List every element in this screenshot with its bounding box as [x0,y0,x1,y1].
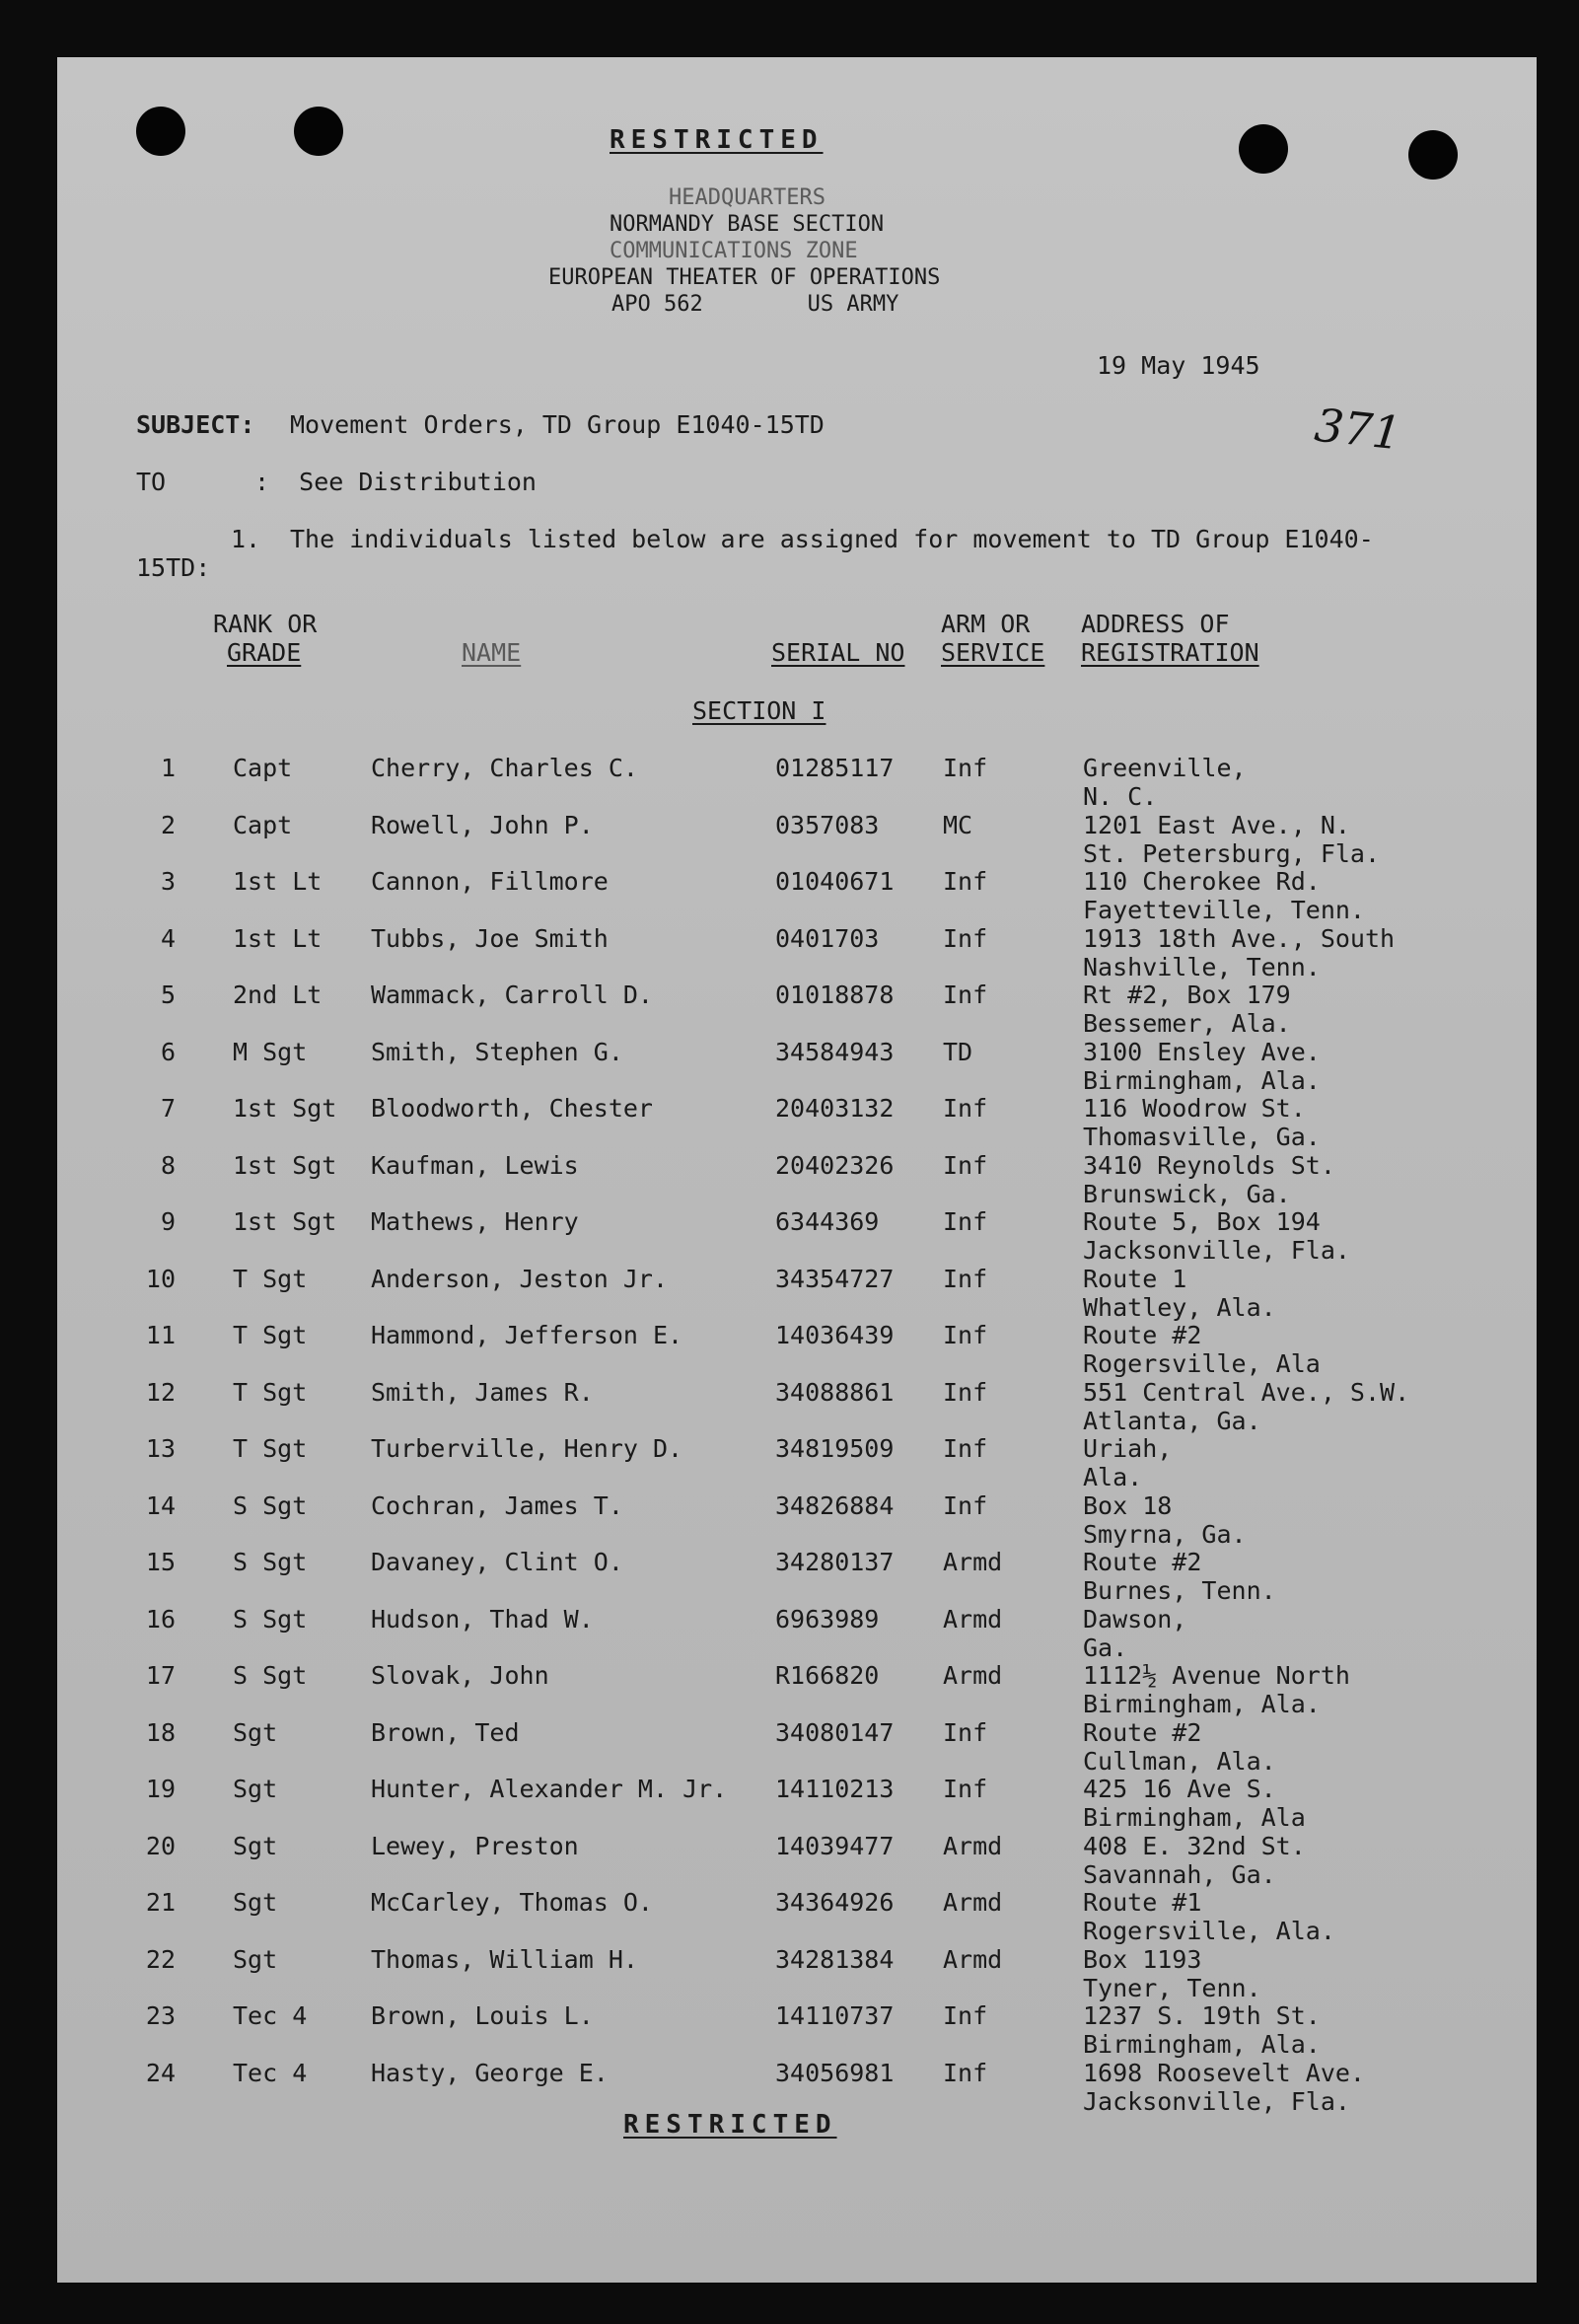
table-row [57,1094,1537,1151]
address-line-1: 1237 S. 19th St. [1083,2001,1321,2030]
arm-cell: Inf [943,2058,988,2087]
address-line-2: Jacksonville, Fla. [1083,2086,1350,2116]
serial-cell: 01285117 [775,754,895,782]
org-line-3: COMMUNICATIONS ZONE [610,239,858,263]
address-line-1: Route #2 [1083,1717,1202,1747]
name-cell: Cannon, Fillmore [371,867,609,896]
arm-cell: Inf [943,1377,988,1407]
col-header-rank-2: GRADE [227,638,302,667]
row-number: 22 [145,1944,176,1974]
address-line-2: Birmingham, Ala. [1083,1690,1321,1718]
rank-cell: T Sgt [233,1321,308,1349]
bottom-classification: RESTRICTED [623,2110,837,2140]
arm-cell: Inf [943,923,988,953]
table-row [57,1888,1537,1945]
document-page [57,57,1537,2283]
name-cell: Cochran, James T. [371,1490,623,1520]
row-number: 3 [160,867,176,896]
rank-cell: S Sgt [233,1490,308,1520]
table-row [57,1718,1537,1776]
name-cell: Anderson, Jeston Jr. [371,1264,669,1293]
address-line-2: Jacksonville, Fla. [1083,1236,1350,1265]
table-row [57,1832,1537,1889]
address-line-2: St. Petersburg, Fla. [1083,838,1381,868]
address-line-1: 551 Central Ave., S.W. [1083,1377,1410,1407]
punch-hole-left-2 [294,107,343,156]
table-row [57,1434,1537,1491]
row-number: 2 [160,810,176,839]
rank-cell: Sgt [233,1775,278,1803]
rank-cell: S Sgt [233,1548,308,1576]
row-number: 16 [145,1604,176,1634]
address-line-2: Rogersville, Ala [1083,1349,1321,1378]
name-cell: Davaney, Clint O. [371,1548,623,1576]
table-row [57,2059,1537,2116]
address-line-1: Box 1193 [1083,1944,1202,1974]
address-line-1: 1112½ Avenue North [1083,1661,1350,1690]
serial-cell: 0401703 [775,923,880,953]
name-cell: Kaufman, Lewis [371,1150,579,1180]
table-row [57,754,1537,811]
row-number: 20 [145,1831,176,1860]
name-cell: Turberville, Henry D. [371,1434,683,1463]
serial-cell: 34056981 [775,2058,895,2087]
row-number: 1 [160,754,176,782]
table-row [57,1491,1537,1549]
row-number: 14 [145,1490,176,1520]
col-header-arm-2: SERVICE [941,638,1045,667]
address-line-2: Tyner, Tenn. [1083,1973,1261,2002]
arm-cell: Armd [943,1604,1003,1634]
arm-cell: Armd [943,1831,1003,1860]
address-line-1: 1913 18th Ave., South [1083,923,1396,953]
table-row [57,1945,1537,2002]
page-content [57,57,1537,2283]
rank-cell: 1st Lt [233,867,323,896]
row-number: 18 [145,1717,176,1747]
arm-cell: Inf [943,1321,988,1349]
paragraph-line-1: The individuals listed below are assigned for movement to TD Group E1040- [290,525,1374,553]
serial-cell: 34088861 [775,1377,895,1407]
address-line-2: Burnes, Tenn. [1083,1576,1276,1605]
address-line-1: 3100 Ensley Ave. [1083,1037,1321,1066]
name-cell: Thomas, William H. [371,1944,638,1974]
rank-cell: M Sgt [233,1037,308,1066]
row-number: 4 [160,923,176,953]
rank-cell: Sgt [233,1944,278,1974]
address-line-1: Dawson, [1083,1604,1187,1634]
name-cell: Rowell, John P. [371,810,594,839]
serial-cell: 6344369 [775,1207,880,1236]
org-line-5: APO 562 US ARMY [611,292,899,317]
serial-cell: 0357083 [775,810,880,839]
arm-cell: MC [943,810,973,839]
row-number: 21 [145,1888,176,1917]
address-line-2: Whatley, Ala. [1083,1292,1276,1322]
row-number: 7 [160,1094,176,1123]
rank-cell: 2nd Lt [233,980,323,1009]
col-header-rank-1: RANK OR [213,610,318,638]
row-number: 13 [145,1434,176,1463]
table-row [57,1151,1537,1208]
row-number: 24 [145,2058,176,2087]
address-line-1: Uriah, [1083,1434,1173,1463]
address-line-2: Birmingham, Ala [1083,1803,1306,1832]
rank-cell: 1st Sgt [233,1094,337,1123]
serial-cell: 14110213 [775,1775,895,1803]
arm-cell: Armd [943,1944,1003,1974]
rank-cell: T Sgt [233,1377,308,1407]
row-number: 6 [160,1037,176,1066]
rank-cell: 1st Sgt [233,1150,337,1180]
address-line-2: Nashville, Tenn. [1083,952,1321,981]
address-line-2: Savannah, Ga. [1083,1859,1276,1889]
table-row [57,1265,1537,1322]
rank-cell: 1st Sgt [233,1207,337,1236]
address-line-2: N. C. [1083,782,1158,811]
row-number: 15 [145,1548,176,1576]
row-number: 8 [160,1150,176,1180]
address-line-1: Route #1 [1083,1888,1202,1917]
table-row [57,1321,1537,1378]
arm-cell: Inf [943,1490,988,1520]
arm-cell: TD [943,1037,973,1066]
table-row [57,811,1537,868]
rank-cell: Sgt [233,1831,278,1860]
table-row [57,924,1537,981]
col-header-arm-1: ARM OR [941,610,1031,638]
rank-cell: T Sgt [233,1434,308,1463]
serial-cell: 14110737 [775,2001,895,2030]
address-line-1: Route #2 [1083,1321,1202,1349]
address-line-2: Atlanta, Ga. [1083,1406,1261,1435]
rank-cell: S Sgt [233,1661,308,1690]
serial-cell: 34281384 [775,1944,895,1974]
address-line-2: Rogersville, Ala. [1083,1917,1335,1945]
col-header-serial: SERIAL NO [771,638,905,667]
arm-cell: Armd [943,1548,1003,1576]
serial-cell: 14039477 [775,1831,895,1860]
address-line-1: Route 5, Box 194 [1083,1207,1321,1236]
name-cell: Tubbs, Joe Smith [371,923,609,953]
address-line-2: Brunswick, Ga. [1083,1179,1291,1208]
address-line-2: Cullman, Ala. [1083,1746,1276,1776]
rank-cell: Sgt [233,1717,278,1747]
punch-hole-right-2 [1408,130,1458,180]
table-row [57,867,1537,924]
to-label: TO [136,468,167,496]
name-cell: Hudson, Thad W. [371,1604,594,1634]
row-number: 10 [145,1264,176,1293]
top-classification: RESTRICTED [610,125,824,155]
serial-cell: 34584943 [775,1037,895,1066]
col-header-address-2: REGISTRATION [1081,638,1259,667]
subject-text: Movement Orders, TD Group E1040-15TD [290,410,825,439]
name-cell: Bloodworth, Chester [371,1094,653,1123]
serial-cell: 6963989 [775,1604,880,1634]
arm-cell: Inf [943,1264,988,1293]
rank-cell: Tec 4 [233,2058,308,2087]
rank-cell: Tec 4 [233,2001,308,2030]
serial-cell: 34819509 [775,1434,895,1463]
row-number: 19 [145,1775,176,1803]
serial-cell: 20402326 [775,1150,895,1180]
name-cell: Hammond, Jefferson E. [371,1321,683,1349]
row-number: 23 [145,2001,176,2030]
arm-cell: Inf [943,1775,988,1803]
address-line-1: Route 1 [1083,1264,1187,1293]
org-line-2: NORMANDY BASE SECTION [610,212,885,237]
col-header-address-1: ADDRESS OF [1081,610,1230,638]
rank-cell: Capt [233,810,293,839]
table-row [57,1207,1537,1265]
address-line-2: Fayetteville, Tenn. [1083,896,1365,924]
address-line-1: 408 E. 32nd St. [1083,1831,1306,1860]
serial-cell: 14036439 [775,1321,895,1349]
paragraph-number: 1. [231,525,261,553]
serial-cell: 34080147 [775,1717,895,1747]
to-text: : See Distribution [254,468,537,496]
address-line-1: 3410 Reynolds St. [1083,1150,1335,1180]
address-line-2: Ga. [1083,1633,1128,1662]
arm-cell: Inf [943,1094,988,1123]
address-line-2: Bessemer, Ala. [1083,1009,1291,1038]
rank-cell: Capt [233,754,293,782]
row-number: 5 [160,980,176,1009]
arm-cell: Inf [943,1150,988,1180]
serial-cell: 34826884 [775,1490,895,1520]
serial-cell: 01018878 [775,980,895,1009]
handwritten-document-number: 371 [1312,398,1404,461]
col-header-name: NAME [462,638,522,667]
name-cell: Lewey, Preston [371,1831,579,1860]
address-line-1: 425 16 Ave S. [1083,1775,1276,1803]
paragraph-line-2: 15TD: [136,553,211,582]
address-line-1: 1698 Roosevelt Ave. [1083,2058,1365,2087]
name-cell: Cherry, Charles C. [371,754,638,782]
row-number: 9 [160,1207,176,1236]
row-number: 17 [145,1661,176,1690]
table-row [57,1378,1537,1435]
rank-cell: T Sgt [233,1264,308,1293]
arm-cell: Inf [943,1207,988,1236]
section-title: SECTION I [692,696,826,725]
serial-cell: 34354727 [775,1264,895,1293]
serial-cell: 34280137 [775,1548,895,1576]
rank-cell: Sgt [233,1888,278,1917]
name-cell: Slovak, John [371,1661,549,1690]
punch-hole-right-1 [1239,124,1288,174]
address-line-1: Rt #2, Box 179 [1083,980,1291,1009]
name-cell: Brown, Louis L. [371,2001,594,2030]
punch-hole-left-1 [136,107,185,156]
table-row [57,1548,1537,1605]
table-row [57,1775,1537,1832]
name-cell: Smith, Stephen G. [371,1037,623,1066]
serial-cell: R166820 [775,1661,880,1690]
rank-cell: 1st Lt [233,923,323,953]
name-cell: Hunter, Alexander M. Jr. [371,1775,728,1803]
table-row [57,2001,1537,2059]
address-line-1: Greenville, [1083,754,1247,782]
subject-label: SUBJECT: [136,410,255,439]
arm-cell: Inf [943,1717,988,1747]
name-cell: Hasty, George E. [371,2058,609,2087]
table-row [57,980,1537,1038]
name-cell: Mathews, Henry [371,1207,579,1236]
org-line-4: EUROPEAN THEATER OF OPERATIONS [548,265,941,290]
rank-cell: S Sgt [233,1604,308,1634]
org-line-1: HEADQUARTERS [669,185,825,210]
arm-cell: Armd [943,1888,1003,1917]
table-row [57,1038,1537,1095]
serial-cell: 01040671 [775,867,895,896]
serial-cell: 20403132 [775,1094,895,1123]
name-cell: Brown, Ted [371,1717,520,1747]
document-date: 19 May 1945 [1097,351,1260,380]
address-line-1: 1201 East Ave., N. [1083,810,1350,839]
address-line-1: Route #2 [1083,1548,1202,1576]
arm-cell: Inf [943,980,988,1009]
table-row [57,1605,1537,1662]
name-cell: Smith, James R. [371,1377,594,1407]
arm-cell: Armd [943,1661,1003,1690]
address-line-1: 110 Cherokee Rd. [1083,867,1321,896]
arm-cell: Inf [943,1434,988,1463]
serial-cell: 34364926 [775,1888,895,1917]
row-number: 12 [145,1377,176,1407]
address-line-1: Box 18 [1083,1490,1173,1520]
address-line-2: Birmingham, Ala. [1083,2030,1321,2059]
name-cell: Wammack, Carroll D. [371,980,653,1009]
row-number: 11 [145,1321,176,1349]
address-line-2: Thomasville, Ga. [1083,1123,1321,1151]
address-line-2: Smyrna, Ga. [1083,1519,1247,1549]
name-cell: McCarley, Thomas O. [371,1888,653,1917]
address-line-2: Birmingham, Ala. [1083,1065,1321,1095]
address-line-1: 116 Woodrow St. [1083,1094,1306,1123]
table-row [57,1661,1537,1718]
arm-cell: Inf [943,754,988,782]
arm-cell: Inf [943,2001,988,2030]
arm-cell: Inf [943,867,988,896]
address-line-2: Ala. [1083,1463,1143,1491]
